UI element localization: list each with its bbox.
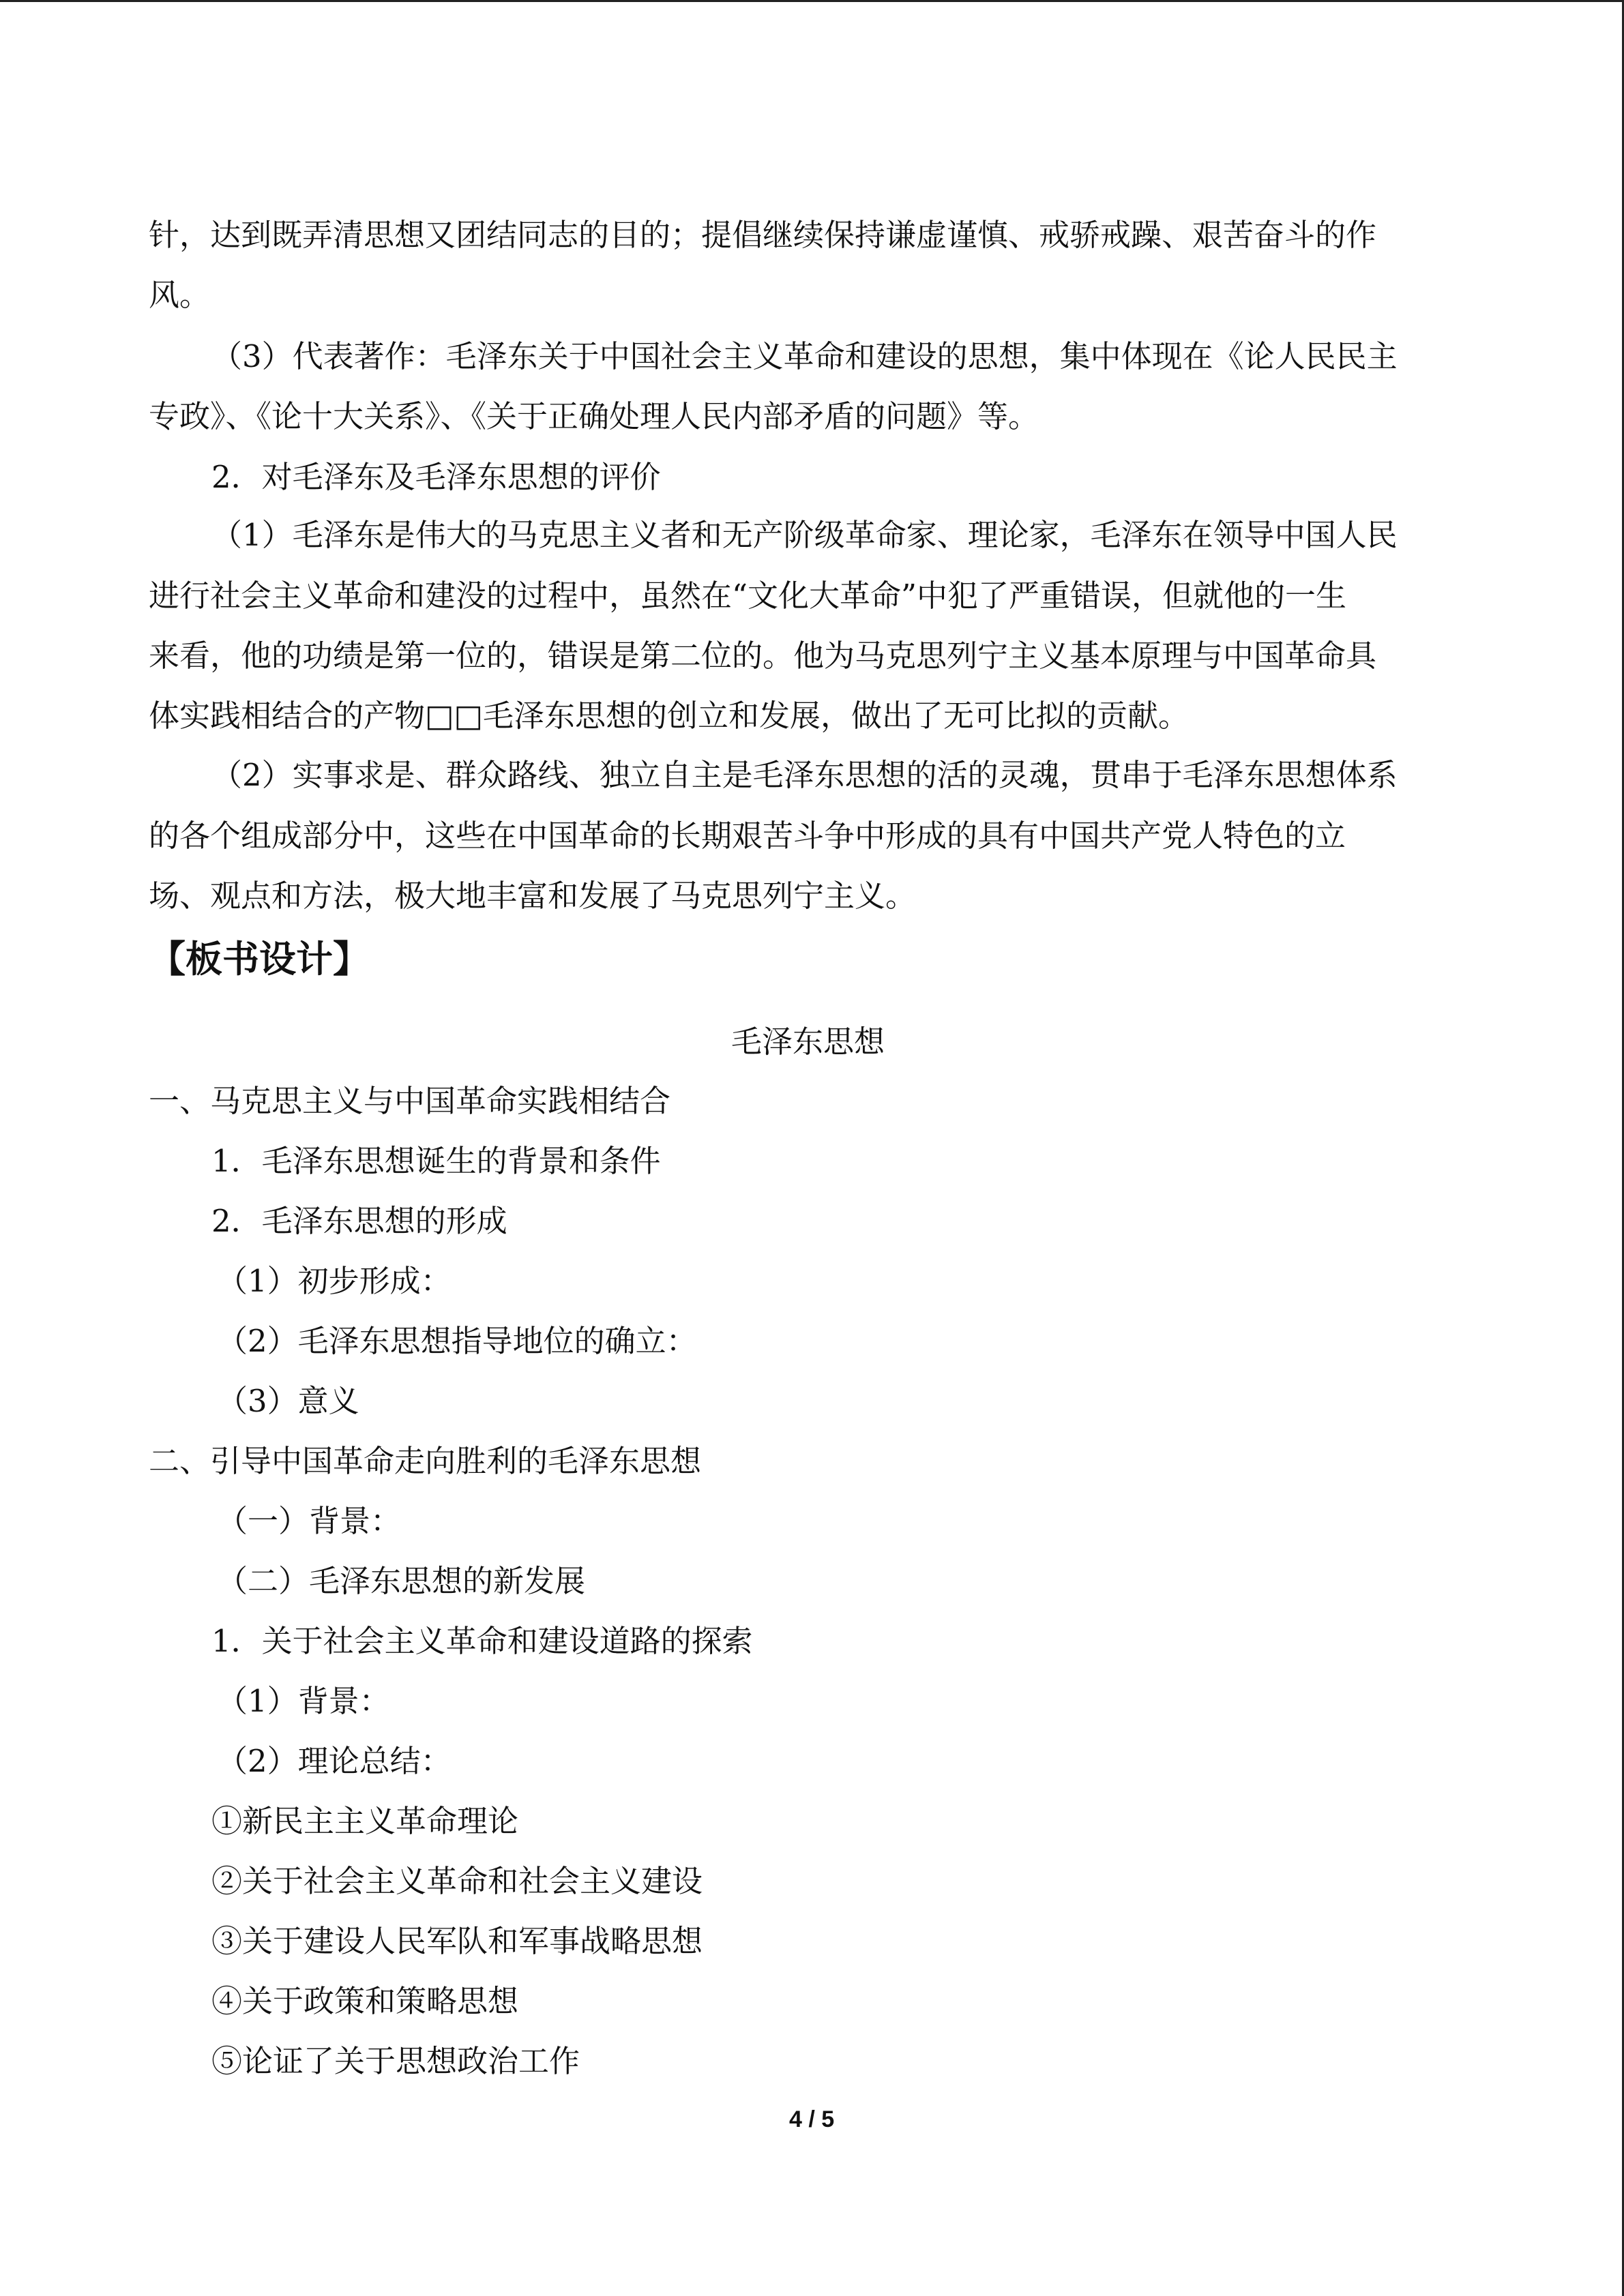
board-item: （1）初步形成： [217,1263,452,1299]
page-number: 4 / 5 [789,2106,835,2132]
board-item: ②关于社会主义革命和社会主义建设 [211,1863,703,1899]
board-item: （2）理论总结： [217,1743,452,1779]
paragraph-4-line-4: 体实践相结合的产物□□毛泽东思想的创立和发展，做出了无可比拟的贡献。 [149,698,1190,734]
paragraph-5-line-3: 场、观点和方法，极大地丰富和发展了马克思列宁主义。 [149,878,917,914]
board-item: 二、引导中国革命走向胜利的毛泽东思想 [149,1443,702,1479]
paragraph-5-line-1: （2）实事求是、群众路线、独立自主是毛泽东思想的活的灵魂，贯串于毛泽东思想体系 [211,757,1398,793]
board-item: （一）背景： [217,1503,402,1539]
board-item: 一、马克思主义与中国革命实践相结合 [149,1083,671,1119]
board-item: 2．毛泽东思想的形成 [211,1203,507,1239]
board-item: ①新民主主义革命理论 [211,1803,519,1839]
board-item: （2）毛泽东思想指导地位的确立： [217,1323,697,1359]
board-item: 1．毛泽东思想诞生的背景和条件 [211,1143,661,1179]
board-item: ⑤论证了关于思想政治工作 [211,2043,580,2079]
paragraph-1-line-1: 针，达到既弄清思想又团结同志的目的；提倡继续保持谦虚谨慎、戒骄戒躁、艰苦奋斗的作 [149,217,1377,253]
paragraph-5-line-2: 的各个组成部分中，这些在中国革命的长期艰苦斗争中形成的具有中国共产党人特色的立 [149,818,1346,854]
paragraph-2-line-2: 专政》、《论十大关系》、《关于正确处理人民内部矛盾的问题》等。 [149,398,1039,434]
board-title: 毛泽东思想 [731,1024,885,1060]
page-border-top [0,0,1624,2]
board-item: ③关于建设人民军队和军事战略思想 [211,1923,703,1959]
paragraph-4-line-2: 进行社会主义革命和建没的过程中，虽然在“文化大革命”中犯了严重错误，但就他的一生 [149,578,1347,614]
board-item: 1．关于社会主义革命和建设道路的探索 [211,1623,753,1659]
section-heading: 【板书设计】 [149,938,370,981]
board-item: ④关于政策和策略思想 [211,1983,519,2019]
paragraph-4-line-3: 来看，他的功绩是第一位的，错误是第二位的。他为马克思列宁主义基本原理与中国革命具 [149,638,1377,674]
paragraph-1-line-2: 风。 [149,277,211,313]
board-item: （二）毛泽东思想的新发展 [217,1563,586,1599]
board-item: （1）背景： [217,1683,390,1719]
paragraph-3: 2．对毛泽东及毛泽东思想的评价 [211,459,661,495]
paragraph-2-line-1: （3）代表著作：毛泽东关于中国社会主义革命和建设的思想，集中体现在《论人民民主 [211,338,1398,374]
board-item: （3）意义 [217,1383,359,1419]
paragraph-4-line-1: （1）毛泽东是伟大的马克思主义者和无产阶级革命家、理论家，毛泽东在领导中国人民 [211,517,1398,553]
